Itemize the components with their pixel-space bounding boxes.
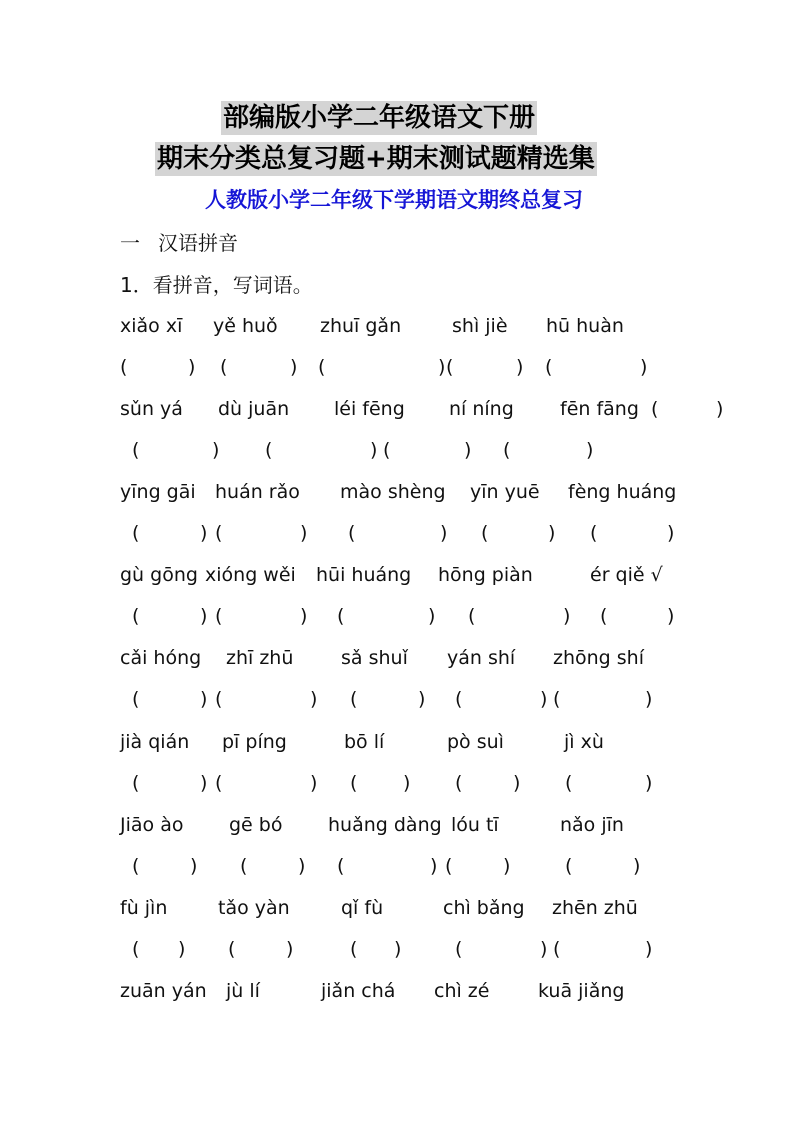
pinyin-word: yīng gāi (120, 481, 196, 503)
answer-bracket-open: ( (215, 688, 223, 710)
question-instruction: 1．看拼音，写词语。 (120, 273, 313, 297)
answer-row (0, 851, 794, 881)
answer-bracket-close: ) (667, 522, 675, 544)
pinyin-row (0, 477, 794, 507)
answer-bracket-open: ( (445, 855, 453, 877)
answer-bracket-open: ( (651, 398, 659, 420)
pinyin-word: yě huǒ (213, 315, 278, 337)
answer-bracket-open: ( (132, 605, 140, 627)
pinyin-row (0, 643, 794, 673)
answer-bracket-close: ) (428, 605, 436, 627)
pinyin-word: gù gōng (120, 564, 198, 586)
pinyin-word: hū huàn (546, 315, 624, 337)
answer-bracket-open: ( (348, 522, 356, 544)
answer-row (0, 352, 794, 382)
answer-row (0, 684, 794, 714)
answer-bracket-open: ( (337, 605, 345, 627)
answer-bracket-open: ( (132, 772, 140, 794)
answer-bracket-close: ) (640, 356, 648, 378)
answer-bracket-open: ( (228, 938, 236, 960)
answer-bracket-close: ) (212, 439, 220, 461)
pinyin-word: pò suì (447, 731, 504, 753)
answer-bracket-open: ( (215, 605, 223, 627)
answer-bracket-close: ) (300, 522, 308, 544)
pinyin-word: huǎng dàng (328, 814, 442, 836)
answer-bracket-open: ( (565, 855, 573, 877)
answer-bracket-open: ( (481, 522, 489, 544)
answer-bracket-close: ) (188, 356, 196, 378)
pinyin-word: jià qián (120, 731, 190, 753)
pinyin-word: sǎ shuǐ (341, 647, 408, 669)
section-title: 汉语拼音 (158, 231, 238, 255)
answer-bracket-open: ( (350, 688, 358, 710)
answer-bracket-close: ) (200, 772, 208, 794)
answer-bracket-close: ) (310, 772, 318, 794)
subtitle: 人教版小学二年级下学期语文期终总复习 (205, 188, 583, 212)
answer-bracket-open: ( (455, 688, 463, 710)
answer-bracket-open: ( (132, 522, 140, 544)
answer-bracket-close: ) (438, 356, 446, 378)
title-line-2: 期末分类总复习题+期末测试题精选集 (157, 144, 595, 174)
title-line-1: 部编版小学二年级语文下册 (223, 103, 536, 133)
answer-row (0, 435, 794, 465)
answer-bracket-open: ( (545, 356, 553, 378)
answer-bracket-open: ( (240, 855, 248, 877)
answer-bracket-open: ( (553, 688, 561, 710)
pinyin-word: fù jìn (120, 897, 168, 919)
answer-bracket-close: ) (513, 772, 521, 794)
answer-bracket-open: ( (132, 439, 140, 461)
answer-bracket-close: ) (190, 855, 198, 877)
pinyin-word: zhī zhū (226, 647, 294, 669)
pinyin-word: chì zé (434, 980, 490, 1002)
answer-bracket-close: ) (200, 522, 208, 544)
answer-bracket-close: ) (540, 688, 548, 710)
pinyin-row (0, 810, 794, 840)
answer-bracket-close: ) (403, 772, 411, 794)
section-number: 一 (120, 231, 140, 255)
pinyin-word: cǎi hóng (120, 647, 202, 669)
answer-bracket-open: ( (318, 356, 326, 378)
pinyin-word: léi fēng (334, 398, 405, 420)
answer-bracket-open: ( (120, 356, 128, 378)
pinyin-word: pī píng (222, 731, 287, 753)
pinyin-word: hōng piàn (438, 564, 533, 586)
pinyin-word: yán shí (447, 647, 516, 669)
answer-bracket-close: ) (310, 688, 318, 710)
answer-bracket-open: ( (350, 938, 358, 960)
pinyin-word: yīn yuē (470, 481, 540, 503)
pinyin-word: sǔn yá (120, 398, 183, 420)
answer-bracket-close: ) (298, 855, 306, 877)
answer-bracket-close: ) (516, 356, 524, 378)
answer-bracket-close: ) (645, 938, 653, 960)
answer-bracket-close: ) (440, 522, 448, 544)
pinyin-row (0, 394, 794, 424)
pinyin-word: zhōng shí (553, 647, 645, 669)
answer-bracket-open: ( (215, 522, 223, 544)
answer-bracket-open: ( (220, 356, 228, 378)
answer-bracket-open: ( (565, 772, 573, 794)
pinyin-word: zhēn zhū (552, 897, 638, 919)
pinyin-word: chì bǎng (443, 897, 525, 919)
answer-bracket-close: ) (200, 688, 208, 710)
pinyin-word: ér qiě √ (590, 564, 663, 586)
pinyin-row (0, 976, 794, 1006)
pinyin-word: jiǎn chá (321, 980, 396, 1002)
answer-row (0, 601, 794, 631)
pinyin-row (0, 560, 794, 590)
pinyin-word: tǎo yàn (218, 897, 290, 919)
answer-bracket-close: ) (716, 398, 724, 420)
pinyin-word: nǎo jīn (560, 814, 624, 836)
answer-bracket-open: ( (337, 855, 345, 877)
answer-row (0, 768, 794, 798)
section-heading (120, 228, 238, 258)
answer-row (0, 518, 794, 548)
pinyin-word: fèng huáng (568, 481, 677, 503)
pinyin-word: Jiāo ào (120, 814, 184, 836)
answer-bracket-open: ( (503, 439, 511, 461)
answer-bracket-close: ) (645, 688, 653, 710)
pinyin-row (0, 311, 794, 341)
pinyin-word: zhuī gǎn (320, 315, 402, 337)
answer-bracket-close: ) (464, 439, 472, 461)
answer-bracket-close: ) (394, 938, 402, 960)
pinyin-word: bō lí (344, 731, 385, 753)
answer-bracket-close: ) (290, 356, 298, 378)
answer-bracket-open: ( (350, 772, 358, 794)
answer-bracket-open: ( (383, 439, 391, 461)
answer-bracket-open: ( (265, 439, 273, 461)
answer-bracket-open: ( (446, 356, 454, 378)
answer-bracket-close: ) (540, 938, 548, 960)
pinyin-word: fēn fāng (560, 398, 639, 420)
answer-bracket-close: ) (633, 855, 641, 877)
answer-bracket-open: ( (132, 938, 140, 960)
pinyin-word: huán rǎo (215, 481, 300, 503)
answer-bracket-open: ( (215, 772, 223, 794)
answer-bracket-open: ( (455, 772, 463, 794)
answer-bracket-open: ( (590, 522, 598, 544)
answer-bracket-close: ) (178, 938, 186, 960)
answer-bracket-open: ( (132, 855, 140, 877)
pinyin-word: lóu tī (451, 814, 499, 836)
pinyin-word: dù juān (218, 398, 290, 420)
answer-bracket-open: ( (132, 688, 140, 710)
answer-row (0, 934, 794, 964)
answer-bracket-close: ) (503, 855, 511, 877)
answer-bracket-open: ( (468, 605, 476, 627)
pinyin-word: jì xù (564, 731, 604, 753)
pinyin-row (0, 727, 794, 757)
pinyin-word: ní níng (449, 398, 514, 420)
answer-bracket-close: ) (286, 938, 294, 960)
answer-bracket-close: ) (645, 772, 653, 794)
pinyin-word: shì jiè (452, 315, 508, 337)
answer-bracket-open: ( (553, 938, 561, 960)
answer-bracket-close: ) (548, 522, 556, 544)
answer-bracket-close: ) (300, 605, 308, 627)
pinyin-word: zuān yán (120, 980, 207, 1002)
answer-bracket-open: ( (600, 605, 608, 627)
answer-bracket-close: ) (563, 605, 571, 627)
answer-bracket-open: ( (455, 938, 463, 960)
answer-bracket-close: ) (586, 439, 594, 461)
pinyin-row (0, 893, 794, 923)
pinyin-word: mào shèng (340, 481, 446, 503)
pinyin-word: xióng wěi (205, 564, 296, 586)
answer-bracket-close: ) (370, 439, 378, 461)
pinyin-word: gē bó (229, 814, 283, 836)
answer-bracket-close: ) (418, 688, 426, 710)
pinyin-word: kuā jiǎng (538, 980, 625, 1002)
answer-bracket-close: ) (667, 605, 675, 627)
pinyin-word: hūi huáng (316, 564, 412, 586)
answer-bracket-close: ) (200, 605, 208, 627)
pinyin-word: qǐ fù (341, 897, 384, 919)
answer-bracket-close: ) (430, 855, 438, 877)
pinyin-word: jù lí (226, 980, 260, 1002)
pinyin-word: xiǎo xī (120, 315, 183, 337)
